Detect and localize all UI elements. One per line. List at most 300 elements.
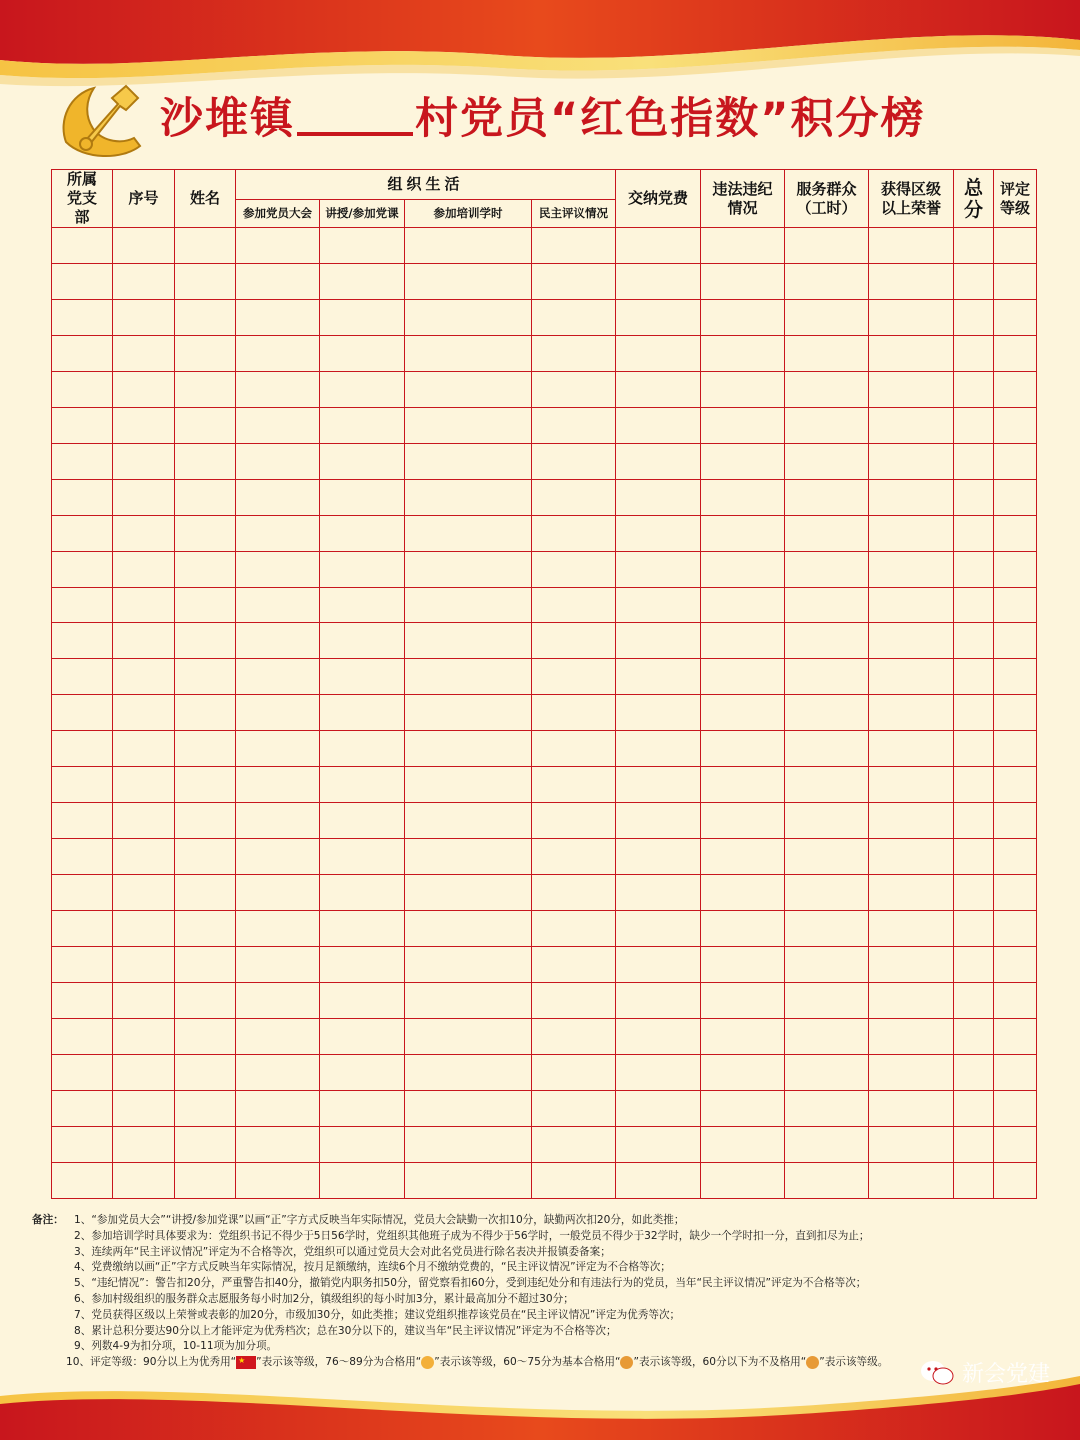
table-cell[interactable] xyxy=(532,659,616,695)
table-cell[interactable] xyxy=(320,803,405,839)
table-cell[interactable] xyxy=(405,911,532,947)
table-cell[interactable] xyxy=(994,767,1037,803)
table-cell[interactable] xyxy=(236,911,320,947)
table-cell[interactable] xyxy=(405,623,532,659)
table-cell[interactable] xyxy=(994,407,1037,443)
table-cell[interactable] xyxy=(616,983,701,1019)
table-cell[interactable] xyxy=(954,443,994,479)
table-cell[interactable] xyxy=(701,1162,785,1198)
table-cell[interactable] xyxy=(236,587,320,623)
table-cell[interactable] xyxy=(701,839,785,875)
table-cell[interactable] xyxy=(236,803,320,839)
table-cell[interactable] xyxy=(236,1126,320,1162)
table-cell[interactable] xyxy=(52,983,113,1019)
table-cell[interactable] xyxy=(785,335,869,371)
table-cell[interactable] xyxy=(869,1054,954,1090)
table-cell[interactable] xyxy=(175,407,236,443)
table-cell[interactable] xyxy=(52,875,113,911)
table-cell[interactable] xyxy=(113,803,175,839)
table-cell[interactable] xyxy=(236,839,320,875)
table-cell[interactable] xyxy=(616,623,701,659)
table-cell[interactable] xyxy=(785,228,869,264)
table-cell[interactable] xyxy=(994,335,1037,371)
table-cell[interactable] xyxy=(320,551,405,587)
table-cell[interactable] xyxy=(405,659,532,695)
table-cell[interactable] xyxy=(701,299,785,335)
table-cell[interactable] xyxy=(869,875,954,911)
table-cell[interactable] xyxy=(785,1090,869,1126)
table-cell[interactable] xyxy=(236,1018,320,1054)
table-cell[interactable] xyxy=(785,263,869,299)
table-cell[interactable] xyxy=(236,443,320,479)
table-cell[interactable] xyxy=(785,1162,869,1198)
table-cell[interactable] xyxy=(994,695,1037,731)
table-cell[interactable] xyxy=(701,443,785,479)
table-cell[interactable] xyxy=(994,1126,1037,1162)
table-cell[interactable] xyxy=(994,263,1037,299)
table-cell[interactable] xyxy=(616,911,701,947)
table-cell[interactable] xyxy=(701,371,785,407)
table-cell[interactable] xyxy=(616,371,701,407)
table-cell[interactable] xyxy=(113,228,175,264)
table-cell[interactable] xyxy=(320,1162,405,1198)
table-cell[interactable] xyxy=(320,875,405,911)
table-cell[interactable] xyxy=(616,1126,701,1162)
table-cell[interactable] xyxy=(994,659,1037,695)
table-cell[interactable] xyxy=(405,1054,532,1090)
table-cell[interactable] xyxy=(405,767,532,803)
table-cell[interactable] xyxy=(236,263,320,299)
table-cell[interactable] xyxy=(994,839,1037,875)
table-cell[interactable] xyxy=(532,335,616,371)
table-cell[interactable] xyxy=(616,839,701,875)
table-cell[interactable] xyxy=(994,587,1037,623)
table-cell[interactable] xyxy=(532,515,616,551)
table-cell[interactable] xyxy=(320,623,405,659)
table-cell[interactable] xyxy=(320,407,405,443)
table-cell[interactable] xyxy=(236,1162,320,1198)
table-cell[interactable] xyxy=(701,947,785,983)
table-cell[interactable] xyxy=(785,803,869,839)
table-cell[interactable] xyxy=(954,695,994,731)
table-cell[interactable] xyxy=(175,659,236,695)
table-cell[interactable] xyxy=(701,731,785,767)
table-cell[interactable] xyxy=(994,228,1037,264)
table-cell[interactable] xyxy=(994,947,1037,983)
table-cell[interactable] xyxy=(175,587,236,623)
table-cell[interactable] xyxy=(236,371,320,407)
table-cell[interactable] xyxy=(994,551,1037,587)
table-cell[interactable] xyxy=(869,1162,954,1198)
table-cell[interactable] xyxy=(701,407,785,443)
table-cell[interactable] xyxy=(994,983,1037,1019)
table-cell[interactable] xyxy=(236,551,320,587)
table-cell[interactable] xyxy=(236,659,320,695)
table-cell[interactable] xyxy=(994,1090,1037,1126)
table-cell[interactable] xyxy=(616,479,701,515)
table-cell[interactable] xyxy=(954,479,994,515)
table-cell[interactable] xyxy=(701,911,785,947)
table-cell[interactable] xyxy=(869,839,954,875)
table-cell[interactable] xyxy=(994,1018,1037,1054)
table-cell[interactable] xyxy=(320,479,405,515)
table-cell[interactable] xyxy=(785,407,869,443)
table-cell[interactable] xyxy=(236,407,320,443)
table-cell[interactable] xyxy=(785,1018,869,1054)
table-cell[interactable] xyxy=(994,1054,1037,1090)
table-cell[interactable] xyxy=(236,731,320,767)
table-cell[interactable] xyxy=(869,1018,954,1054)
table-cell[interactable] xyxy=(869,335,954,371)
table-cell[interactable] xyxy=(616,1054,701,1090)
table-cell[interactable] xyxy=(320,443,405,479)
table-cell[interactable] xyxy=(785,443,869,479)
table-cell[interactable] xyxy=(113,1054,175,1090)
table-cell[interactable] xyxy=(175,695,236,731)
table-cell[interactable] xyxy=(954,803,994,839)
table-cell[interactable] xyxy=(52,587,113,623)
table-cell[interactable] xyxy=(869,551,954,587)
table-cell[interactable] xyxy=(994,443,1037,479)
table-cell[interactable] xyxy=(320,1126,405,1162)
table-cell[interactable] xyxy=(113,767,175,803)
table-cell[interactable] xyxy=(701,263,785,299)
table-cell[interactable] xyxy=(701,1018,785,1054)
table-cell[interactable] xyxy=(616,767,701,803)
table-cell[interactable] xyxy=(113,1090,175,1126)
table-cell[interactable] xyxy=(405,983,532,1019)
table-cell[interactable] xyxy=(994,875,1037,911)
table-cell[interactable] xyxy=(175,1090,236,1126)
table-cell[interactable] xyxy=(701,803,785,839)
table-cell[interactable] xyxy=(532,479,616,515)
table-cell[interactable] xyxy=(532,551,616,587)
table-cell[interactable] xyxy=(532,839,616,875)
table-cell[interactable] xyxy=(320,1054,405,1090)
table-cell[interactable] xyxy=(532,983,616,1019)
table-cell[interactable] xyxy=(785,767,869,803)
table-cell[interactable] xyxy=(869,1126,954,1162)
table-cell[interactable] xyxy=(52,228,113,264)
table-cell[interactable] xyxy=(532,731,616,767)
table-cell[interactable] xyxy=(113,407,175,443)
table-cell[interactable] xyxy=(175,947,236,983)
table-cell[interactable] xyxy=(175,875,236,911)
table-cell[interactable] xyxy=(701,1090,785,1126)
table-cell[interactable] xyxy=(52,263,113,299)
table-cell[interactable] xyxy=(320,767,405,803)
table-cell[interactable] xyxy=(994,371,1037,407)
table-cell[interactable] xyxy=(52,1162,113,1198)
table-cell[interactable] xyxy=(320,263,405,299)
table-cell[interactable] xyxy=(954,1162,994,1198)
table-cell[interactable] xyxy=(954,731,994,767)
table-cell[interactable] xyxy=(701,875,785,911)
table-cell[interactable] xyxy=(869,803,954,839)
table-cell[interactable] xyxy=(954,767,994,803)
table-cell[interactable] xyxy=(701,587,785,623)
table-cell[interactable] xyxy=(175,1126,236,1162)
table-cell[interactable] xyxy=(52,1018,113,1054)
table-cell[interactable] xyxy=(113,623,175,659)
table-cell[interactable] xyxy=(869,263,954,299)
table-cell[interactable] xyxy=(175,623,236,659)
table-cell[interactable] xyxy=(405,875,532,911)
table-cell[interactable] xyxy=(869,515,954,551)
table-cell[interactable] xyxy=(175,443,236,479)
table-cell[interactable] xyxy=(113,263,175,299)
table-cell[interactable] xyxy=(869,947,954,983)
table-cell[interactable] xyxy=(869,911,954,947)
table-cell[interactable] xyxy=(236,479,320,515)
table-cell[interactable] xyxy=(175,479,236,515)
table-cell[interactable] xyxy=(113,371,175,407)
table-cell[interactable] xyxy=(405,1018,532,1054)
table-cell[interactable] xyxy=(52,407,113,443)
table-cell[interactable] xyxy=(869,407,954,443)
table-cell[interactable] xyxy=(52,1126,113,1162)
table-cell[interactable] xyxy=(405,947,532,983)
table-cell[interactable] xyxy=(405,1090,532,1126)
table-cell[interactable] xyxy=(532,1018,616,1054)
table-cell[interactable] xyxy=(954,515,994,551)
table-cell[interactable] xyxy=(616,587,701,623)
table-cell[interactable] xyxy=(701,228,785,264)
table-cell[interactable] xyxy=(532,911,616,947)
table-cell[interactable] xyxy=(532,767,616,803)
table-cell[interactable] xyxy=(701,479,785,515)
table-cell[interactable] xyxy=(616,1162,701,1198)
table-cell[interactable] xyxy=(785,731,869,767)
table-cell[interactable] xyxy=(701,767,785,803)
table-cell[interactable] xyxy=(954,983,994,1019)
table-cell[interactable] xyxy=(113,479,175,515)
table-cell[interactable] xyxy=(616,551,701,587)
table-cell[interactable] xyxy=(175,803,236,839)
table-cell[interactable] xyxy=(52,479,113,515)
table-cell[interactable] xyxy=(175,335,236,371)
table-cell[interactable] xyxy=(113,443,175,479)
table-cell[interactable] xyxy=(113,587,175,623)
table-cell[interactable] xyxy=(994,1162,1037,1198)
table-cell[interactable] xyxy=(405,479,532,515)
table-cell[interactable] xyxy=(52,695,113,731)
table-cell[interactable] xyxy=(52,335,113,371)
table-cell[interactable] xyxy=(869,443,954,479)
table-cell[interactable] xyxy=(532,1162,616,1198)
table-cell[interactable] xyxy=(616,1090,701,1126)
table-cell[interactable] xyxy=(175,911,236,947)
table-cell[interactable] xyxy=(954,947,994,983)
table-cell[interactable] xyxy=(236,875,320,911)
table-cell[interactable] xyxy=(785,1126,869,1162)
table-cell[interactable] xyxy=(616,1018,701,1054)
table-cell[interactable] xyxy=(616,407,701,443)
table-cell[interactable] xyxy=(405,299,532,335)
table-cell[interactable] xyxy=(175,263,236,299)
table-cell[interactable] xyxy=(532,623,616,659)
table-cell[interactable] xyxy=(954,335,994,371)
table-cell[interactable] xyxy=(175,551,236,587)
table-cell[interactable] xyxy=(175,767,236,803)
table-cell[interactable] xyxy=(113,947,175,983)
table-cell[interactable] xyxy=(869,695,954,731)
table-cell[interactable] xyxy=(994,299,1037,335)
table-cell[interactable] xyxy=(532,1054,616,1090)
table-cell[interactable] xyxy=(320,587,405,623)
table-cell[interactable] xyxy=(113,1018,175,1054)
table-cell[interactable] xyxy=(405,515,532,551)
table-cell[interactable] xyxy=(175,839,236,875)
table-cell[interactable] xyxy=(954,623,994,659)
table-cell[interactable] xyxy=(616,947,701,983)
table-cell[interactable] xyxy=(954,839,994,875)
table-cell[interactable] xyxy=(113,983,175,1019)
table-cell[interactable] xyxy=(869,587,954,623)
table-cell[interactable] xyxy=(405,407,532,443)
table-cell[interactable] xyxy=(175,515,236,551)
table-cell[interactable] xyxy=(532,875,616,911)
table-cell[interactable] xyxy=(320,659,405,695)
table-cell[interactable] xyxy=(869,228,954,264)
table-cell[interactable] xyxy=(52,1090,113,1126)
table-cell[interactable] xyxy=(954,1126,994,1162)
table-cell[interactable] xyxy=(405,1126,532,1162)
table-cell[interactable] xyxy=(532,803,616,839)
table-cell[interactable] xyxy=(52,839,113,875)
table-cell[interactable] xyxy=(994,911,1037,947)
table-cell[interactable] xyxy=(701,515,785,551)
table-cell[interactable] xyxy=(52,371,113,407)
table-cell[interactable] xyxy=(236,1054,320,1090)
table-cell[interactable] xyxy=(236,983,320,1019)
table-cell[interactable] xyxy=(701,623,785,659)
table-cell[interactable] xyxy=(405,695,532,731)
table-cell[interactable] xyxy=(113,299,175,335)
table-cell[interactable] xyxy=(532,371,616,407)
table-cell[interactable] xyxy=(869,479,954,515)
table-cell[interactable] xyxy=(320,299,405,335)
table-cell[interactable] xyxy=(175,1054,236,1090)
table-cell[interactable] xyxy=(532,407,616,443)
table-cell[interactable] xyxy=(869,371,954,407)
table-cell[interactable] xyxy=(405,731,532,767)
table-cell[interactable] xyxy=(994,731,1037,767)
table-cell[interactable] xyxy=(320,731,405,767)
table-cell[interactable] xyxy=(616,515,701,551)
table-cell[interactable] xyxy=(405,335,532,371)
table-cell[interactable] xyxy=(785,623,869,659)
table-cell[interactable] xyxy=(52,623,113,659)
table-cell[interactable] xyxy=(954,911,994,947)
table-cell[interactable] xyxy=(532,263,616,299)
table-cell[interactable] xyxy=(175,731,236,767)
table-cell[interactable] xyxy=(320,695,405,731)
table-cell[interactable] xyxy=(994,515,1037,551)
table-cell[interactable] xyxy=(320,947,405,983)
table-cell[interactable] xyxy=(701,551,785,587)
table-cell[interactable] xyxy=(320,1018,405,1054)
table-cell[interactable] xyxy=(113,875,175,911)
table-cell[interactable] xyxy=(994,623,1037,659)
table-cell[interactable] xyxy=(701,1126,785,1162)
table-cell[interactable] xyxy=(52,659,113,695)
table-cell[interactable] xyxy=(869,299,954,335)
table-cell[interactable] xyxy=(532,1126,616,1162)
table-cell[interactable] xyxy=(405,443,532,479)
table-cell[interactable] xyxy=(320,228,405,264)
table-cell[interactable] xyxy=(405,803,532,839)
table-cell[interactable] xyxy=(113,1126,175,1162)
table-cell[interactable] xyxy=(785,299,869,335)
table-cell[interactable] xyxy=(113,695,175,731)
table-cell[interactable] xyxy=(52,803,113,839)
table-cell[interactable] xyxy=(52,443,113,479)
table-cell[interactable] xyxy=(52,299,113,335)
table-cell[interactable] xyxy=(701,659,785,695)
table-cell[interactable] xyxy=(785,479,869,515)
table-cell[interactable] xyxy=(175,983,236,1019)
table-cell[interactable] xyxy=(52,731,113,767)
table-cell[interactable] xyxy=(616,695,701,731)
table-cell[interactable] xyxy=(52,911,113,947)
table-cell[interactable] xyxy=(785,875,869,911)
table-cell[interactable] xyxy=(52,515,113,551)
table-cell[interactable] xyxy=(954,1018,994,1054)
table-cell[interactable] xyxy=(236,515,320,551)
table-cell[interactable] xyxy=(320,371,405,407)
table-cell[interactable] xyxy=(954,551,994,587)
table-cell[interactable] xyxy=(994,479,1037,515)
table-cell[interactable] xyxy=(405,1162,532,1198)
table-cell[interactable] xyxy=(532,299,616,335)
table-cell[interactable] xyxy=(954,587,994,623)
table-cell[interactable] xyxy=(785,983,869,1019)
table-cell[interactable] xyxy=(320,911,405,947)
table-cell[interactable] xyxy=(532,947,616,983)
table-cell[interactable] xyxy=(236,695,320,731)
table-cell[interactable] xyxy=(52,551,113,587)
table-cell[interactable] xyxy=(52,947,113,983)
table-cell[interactable] xyxy=(616,263,701,299)
table-cell[interactable] xyxy=(785,515,869,551)
table-cell[interactable] xyxy=(532,443,616,479)
table-cell[interactable] xyxy=(701,335,785,371)
table-cell[interactable] xyxy=(532,228,616,264)
table-cell[interactable] xyxy=(785,551,869,587)
table-cell[interactable] xyxy=(320,839,405,875)
table-cell[interactable] xyxy=(113,911,175,947)
table-cell[interactable] xyxy=(320,335,405,371)
table-cell[interactable] xyxy=(52,767,113,803)
table-cell[interactable] xyxy=(954,407,994,443)
table-cell[interactable] xyxy=(954,263,994,299)
table-cell[interactable] xyxy=(954,1090,994,1126)
table-cell[interactable] xyxy=(113,731,175,767)
table-cell[interactable] xyxy=(532,587,616,623)
table-cell[interactable] xyxy=(954,228,994,264)
table-cell[interactable] xyxy=(616,659,701,695)
table-cell[interactable] xyxy=(869,1090,954,1126)
table-cell[interactable] xyxy=(113,1162,175,1198)
table-cell[interactable] xyxy=(869,767,954,803)
table-cell[interactable] xyxy=(785,947,869,983)
table-cell[interactable] xyxy=(236,228,320,264)
table-cell[interactable] xyxy=(236,335,320,371)
table-cell[interactable] xyxy=(869,659,954,695)
table-cell[interactable] xyxy=(785,695,869,731)
table-cell[interactable] xyxy=(405,587,532,623)
